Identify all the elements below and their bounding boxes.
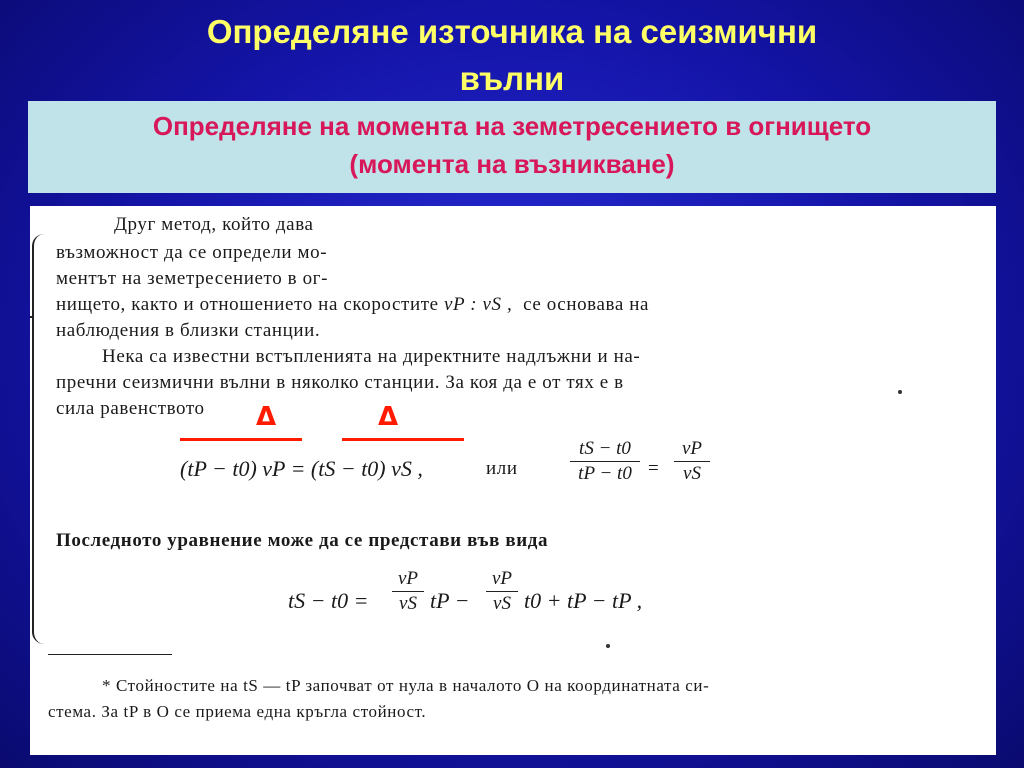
footnote-line-2: стема. За tP в O се приема една кръгла стойност.	[48, 702, 427, 721]
doc-line-1: Друг метод, който дава	[114, 214, 314, 235]
ratio-tail: се основава на	[523, 294, 650, 315]
equation-2-mid: tP −	[430, 588, 470, 613]
subtitle-line-2: (момента на възникване)	[349, 149, 675, 179]
fraction-v-numerator: vP	[681, 438, 703, 459]
slide-title-line-1: Определяне източника на сеизмични	[206, 13, 818, 50]
fraction-v-denominator: vS	[683, 463, 701, 484]
fraction-v	[674, 438, 710, 485]
equation-2-lhs: tS − t0 =	[288, 588, 369, 613]
red-underline-2	[342, 438, 464, 441]
doc-line-2: възможност да се определи мо-	[56, 242, 328, 263]
left-brace	[32, 234, 48, 644]
scan-speck-2	[898, 390, 902, 394]
doc-line-8: сила равенството	[56, 398, 205, 419]
doc-line-6: Нека са известни встъпленията на директните надлъжни и на-	[102, 346, 641, 367]
slide-title-line-2: вълни	[459, 60, 565, 97]
delta-annotation-2: Δ	[378, 402, 399, 432]
subtitle-box	[28, 101, 996, 193]
red-underline-1	[180, 438, 302, 441]
eq2-fraction-1-denominator: vS	[399, 593, 417, 614]
eq2-fraction-1-bar	[392, 591, 424, 592]
delta-annotation-1: Δ	[256, 402, 277, 432]
scan-speck-1	[606, 644, 610, 648]
slide-title	[0, 8, 1024, 102]
velocity-ratio: vP : vS ,	[444, 294, 513, 315]
fraction-t-bar	[570, 461, 640, 462]
equation-1-left: (tP − t0) vP = (tS − t0) vS ,	[180, 456, 423, 481]
left-brace-tip	[30, 316, 32, 328]
doc-line-4: нището, както и отношението на скоростите vP : vS , се основава на	[56, 294, 650, 315]
doc-paragraph-2: Последното уравнение може да се представи във вида	[56, 530, 549, 551]
eq2-fraction-2-bar	[486, 591, 518, 592]
doc-line-3: ментът на земетресението в ог-	[56, 268, 329, 289]
eq2-fraction-2-numerator: vP	[491, 568, 513, 589]
fraction-t-numerator: tS − t0	[579, 438, 631, 459]
equation-or-word: или	[486, 458, 518, 479]
eq2-fraction-1-numerator: vP	[397, 568, 419, 589]
footnote-rule	[48, 654, 172, 655]
fraction-v-bar	[674, 461, 710, 462]
fraction-t	[570, 438, 640, 485]
doc-line-5: наблюдения в близки станции.	[56, 320, 321, 341]
eq2-fraction-2-denominator: vS	[493, 593, 511, 614]
doc-line-7: пречни сеизмични вълни в няколко станции. За коя да е от тях е в	[56, 372, 624, 393]
equation-2-tail: t0 + tP − tP ,	[524, 588, 643, 613]
eq2-fraction-1	[392, 568, 424, 615]
subtitle-line-1: Определяне на момента на земетресението в огнището	[152, 111, 872, 141]
scanned-document	[30, 206, 996, 755]
equals-sign: =	[648, 458, 660, 479]
fraction-t-denominator: tP − t0	[578, 463, 632, 484]
eq2-fraction-2	[486, 568, 518, 615]
footnote-line-1: * Стойностите на tS — tP започват от нула в началото O на координатната си-	[102, 676, 710, 695]
